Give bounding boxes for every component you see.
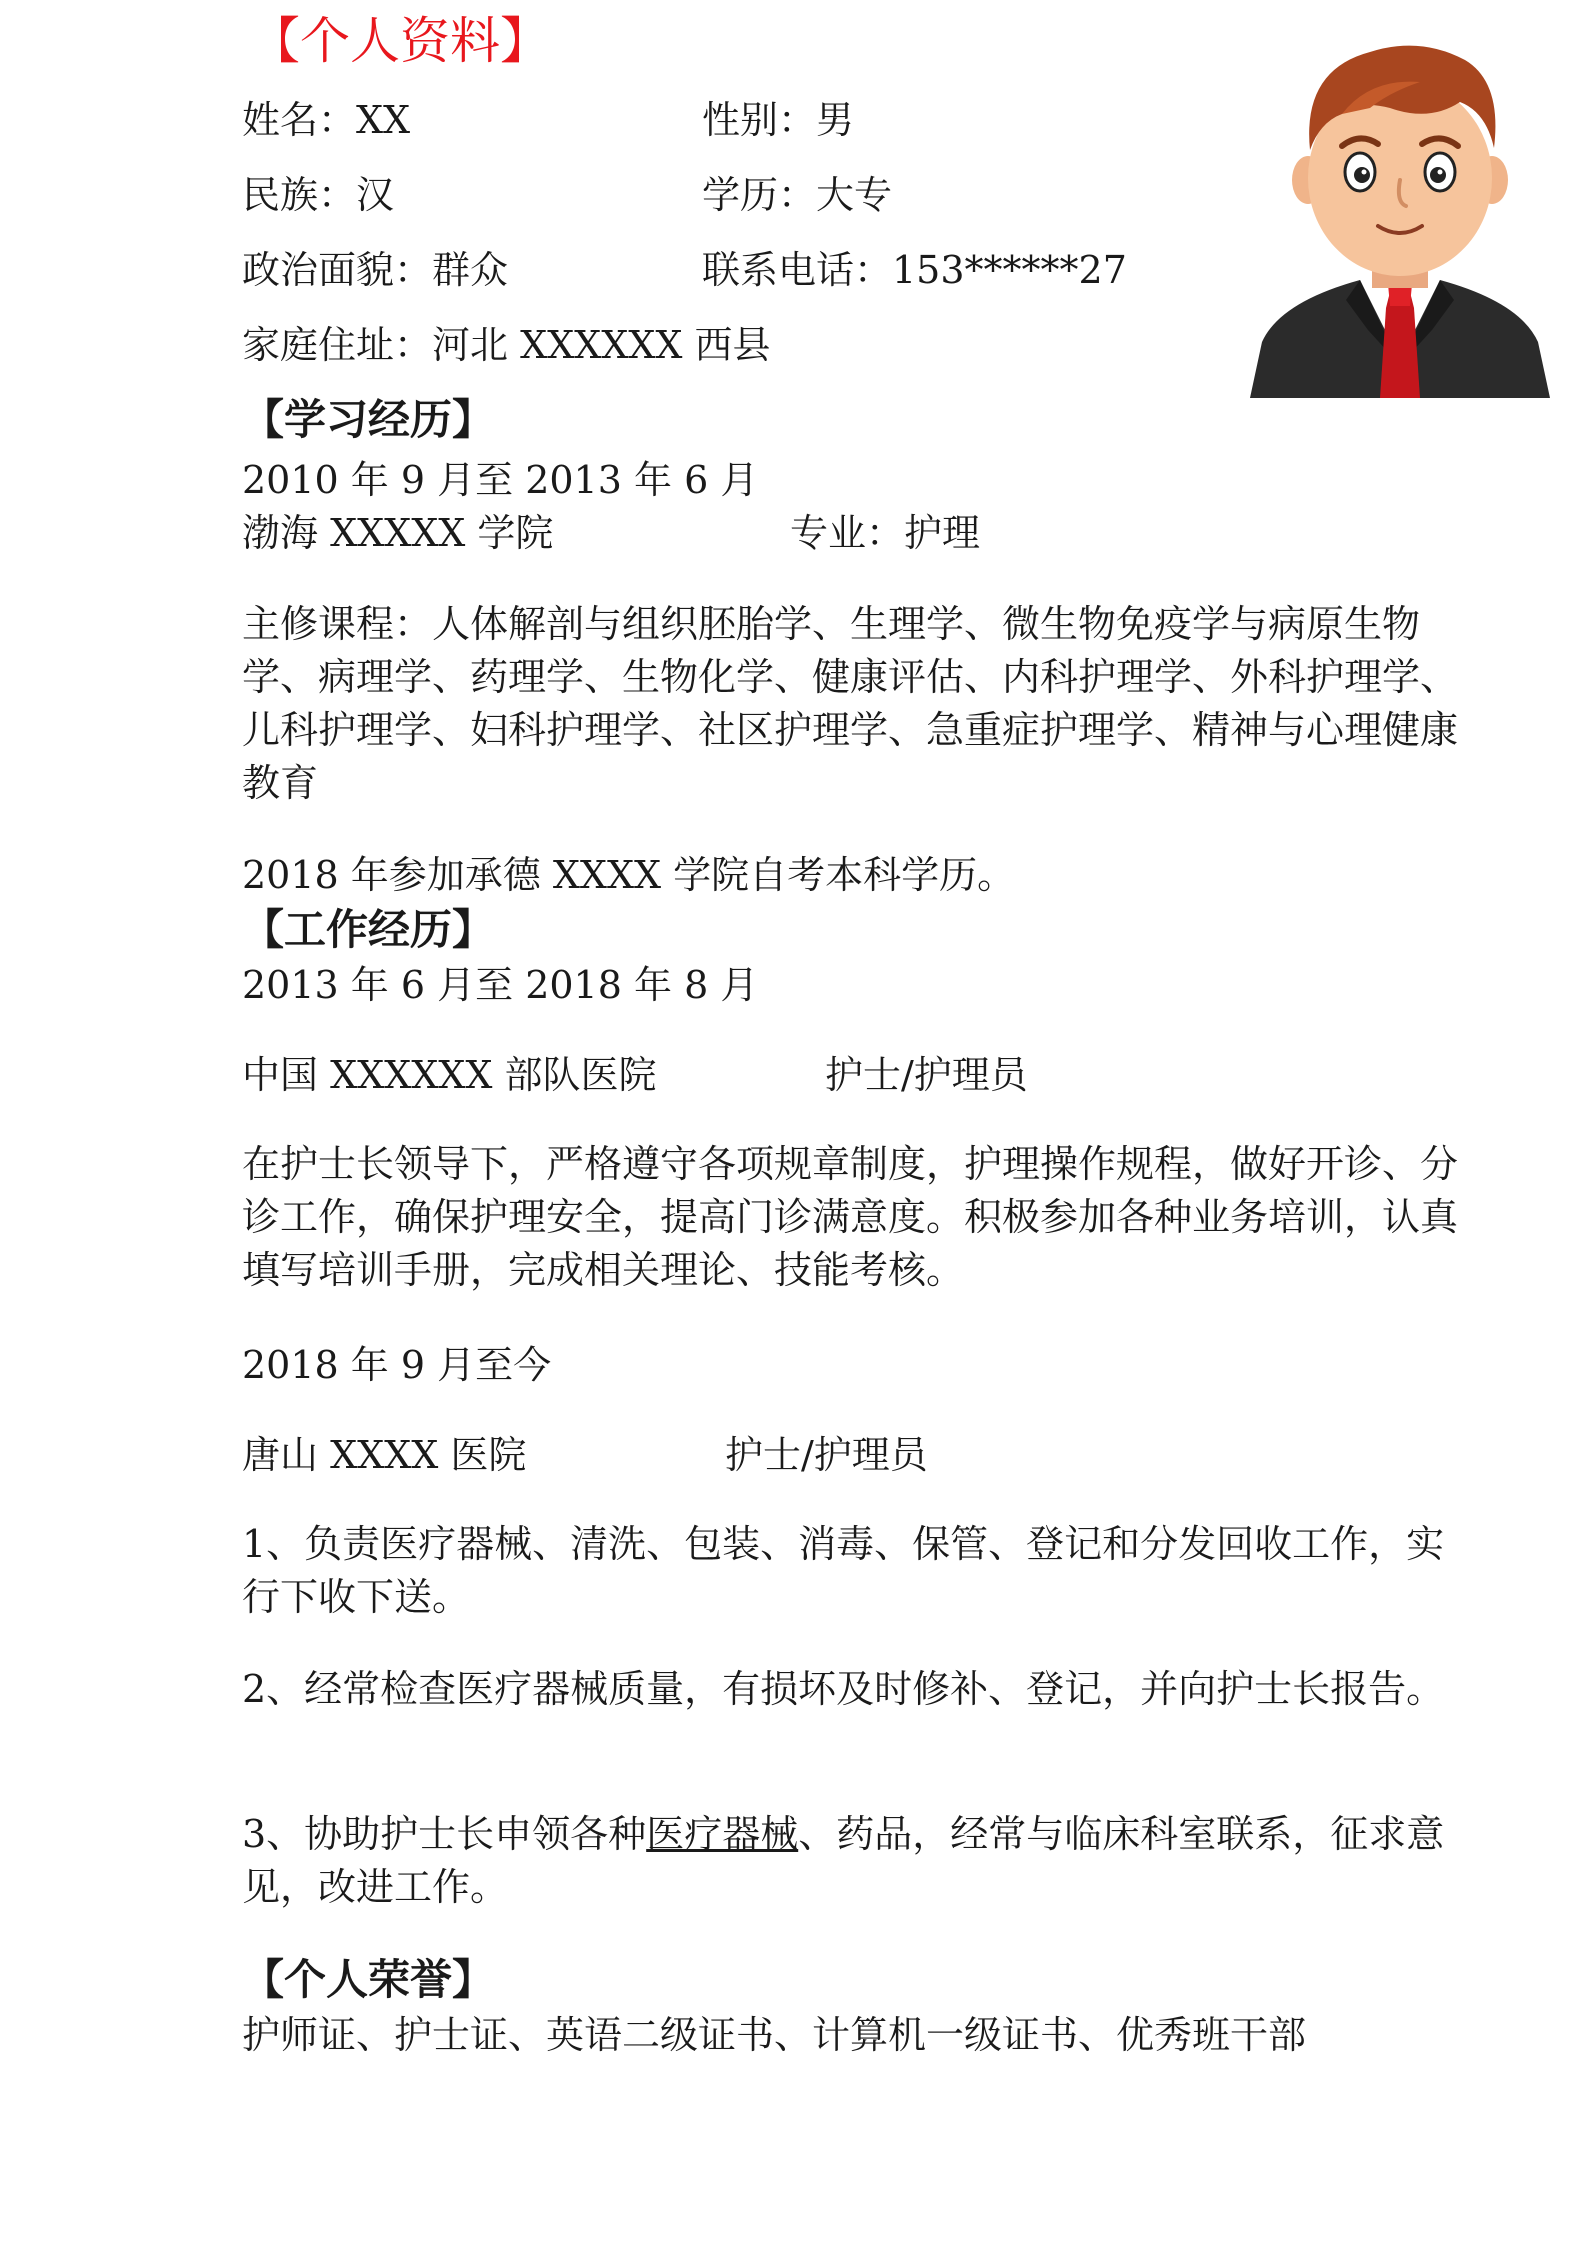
job1-role: 护士/护理员 — [825, 1053, 1028, 1097]
medical-equipment-link[interactable]: 医疗器械 — [646, 1812, 799, 1856]
political-field: 政治面貌：群众 — [242, 248, 509, 292]
honors-list: 护师证、护士证、英语二级证书、计算机一级证书、优秀班干部 — [242, 2013, 1307, 2057]
school-name: 渤海 XXXXX 学院 — [242, 511, 554, 555]
ethnicity-field: 民族：汉 — [242, 173, 395, 217]
duty3-text-start: 3、协助护士长申领各种 — [242, 1812, 647, 1856]
job2-org: 唐山 XXXX 医院 — [242, 1433, 527, 1477]
job1-org: 中国 XXXXXX 部队医院 — [242, 1053, 657, 1097]
duty3-text-end: 、药品，经常与临床科室联系，征求意见，改进工作。 — [242, 1812, 1445, 1909]
personal-heading: 【个人资料】 — [250, 12, 550, 70]
job2-period: 2018 年 9 月至今 — [242, 1343, 552, 1387]
study-period: 2010 年 9 月至 2013 年 6 月 — [242, 458, 759, 502]
job1-period: 2013 年 6 月至 2018 年 8 月 — [242, 963, 759, 1007]
major-field: 专业：护理 — [790, 511, 981, 555]
work-heading: 【工作经历】 — [242, 905, 495, 954]
cartoon-man-avatar-icon — [1250, 30, 1550, 398]
duty-item-3 — [242, 1808, 1464, 1914]
phone-field: 联系电话：153******27 — [702, 248, 1127, 292]
job1-description: 在护士长领导下，严格遵守各项规章制度，护理操作规程，做好开诊、分诊工作，确保护理安全，提高门诊满意度。积极参加各种业务培训，认真填写培训手册，完成相关理论、技能考核。 — [242, 1142, 1459, 1292]
name-field: 姓名：XX — [242, 98, 411, 142]
gender-field: 性别：男 — [702, 98, 855, 142]
duty-item-2: 2、经常检查医疗器械质量，有损坏及时修补、登记，并向护士长报告。 — [242, 1667, 1445, 1711]
address-field: 家庭住址：河北 XXXXXX 西县 — [242, 323, 771, 367]
job2-role: 护士/护理员 — [725, 1433, 928, 1477]
duty-item-1: 1、负责医疗器械、清洗、包装、消毒、保管、登记和分发回收工作，实行下收下送。 — [242, 1522, 1445, 1619]
education-field: 学历：大专 — [702, 173, 893, 217]
further-study: 2018 年参加承德 XXXX 学院自考本科学历。 — [242, 853, 1016, 897]
honors-heading: 【个人荣誉】 — [242, 1955, 495, 2004]
courses-paragraph: 主修课程：人体解剖与组织胚胎学、生理学、微生物免疫学与病原生物学、病理学、药理学、生物化学、健康评估、内科护理学、外科护理学、儿科护理学、妇科护理学、社区护理学、急重症护理学、精神与心理健康教育 — [242, 602, 1459, 805]
study-heading: 【学习经历】 — [242, 395, 495, 444]
